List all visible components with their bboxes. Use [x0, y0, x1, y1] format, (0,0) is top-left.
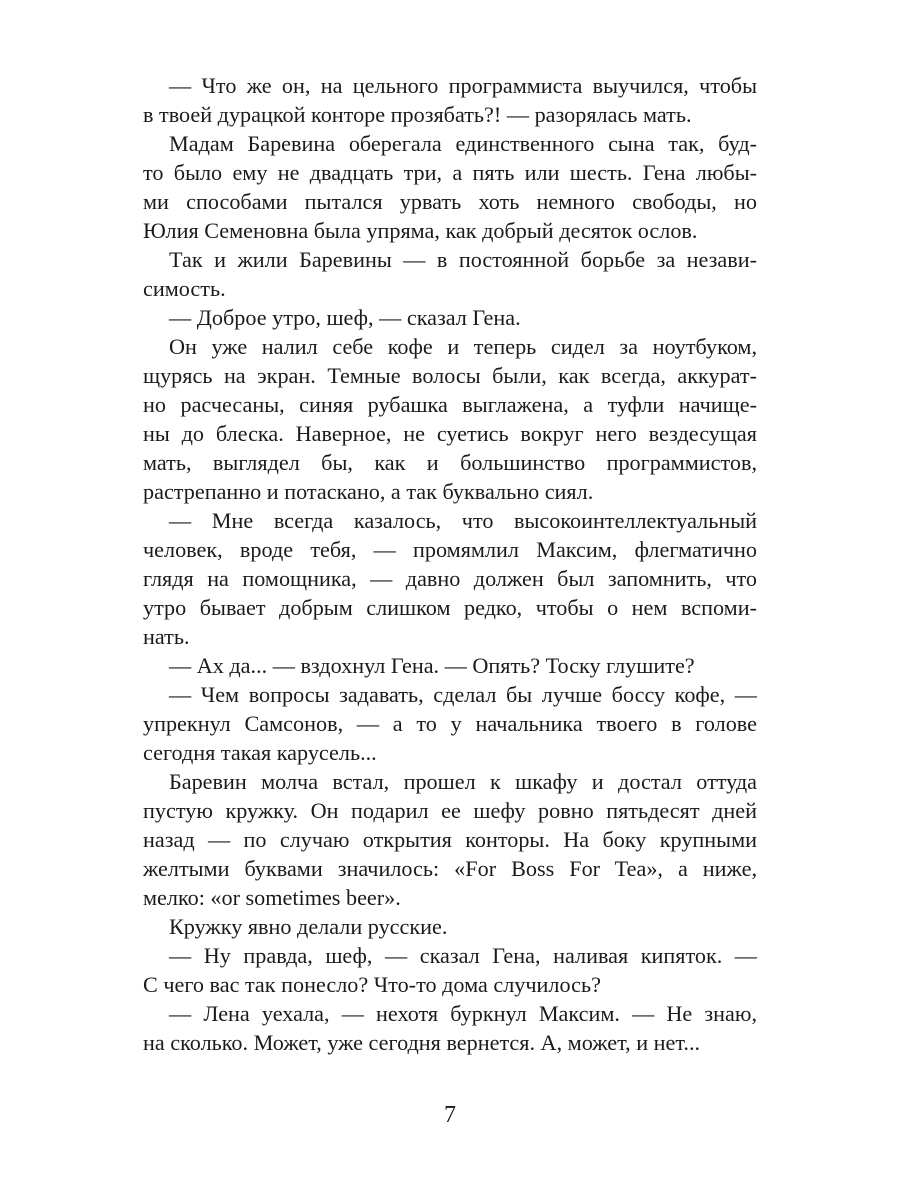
- text-line: — Доброе утро, шеф, — сказал Гена.: [169, 305, 521, 330]
- text-line: нать.: [143, 624, 190, 649]
- text-line: желтыми буквами значилось: «For Boss For Tea», а ниже,: [143, 856, 757, 881]
- text-line: мать, выглядел бы, как и большинство программистов,: [143, 450, 757, 475]
- text-line: щурясь на экран. Темные волосы были, как всегда, аккурат-: [143, 363, 757, 388]
- text-line: — Ну правда, шеф, — сказал Гена, наливая кипяток. —: [169, 943, 757, 968]
- text-line: — Что же он, на цельного программиста выучился, чтобы: [169, 73, 757, 98]
- text-line: но расчесаны, синяя рубашка выглажена, а туфли начище-: [143, 392, 757, 417]
- text-line: Мадам Баревина оберегала единственного сына так, буд-: [169, 131, 757, 156]
- text-line: — Чем вопросы задавать, сделал бы лучше боссу кофе, —: [169, 682, 757, 707]
- text-line: человек, вроде тебя, — промямлил Максим, флегматично: [143, 537, 757, 562]
- text-line: то было ему не двадцать три, а пять или шесть. Гена любы-: [143, 160, 757, 185]
- text-line: в твоей дурацкой конторе прозябать?! — разорялась мать.: [143, 102, 692, 127]
- text-line: сегодня такая карусель...: [143, 740, 377, 765]
- text-line: Он уже налил себе кофе и теперь сидел за ноутбуком,: [169, 334, 757, 359]
- text-line: — Лена уехала, — нехотя буркнул Максим. — Не знаю,: [169, 1001, 757, 1026]
- text-line: на сколько. Может, уже сегодня вернется. А, может, и нет...: [143, 1030, 701, 1055]
- text-line: назад — по случаю открытия конторы. На боку крупными: [143, 827, 757, 852]
- text-line: пустую кружку. Он подарил ее шефу ровно пятьдесят дней: [143, 798, 757, 823]
- text-line: мелко: «or sometimes beer».: [143, 885, 401, 910]
- text-line: — Мне всегда казалось, что высокоинтеллектуальный: [169, 508, 757, 533]
- text-line: С чего вас так понесло? Что-то дома случилось?: [143, 972, 601, 997]
- text-line: растрепанно и потаскано, а так буквально сиял.: [143, 479, 594, 504]
- text-line: ны до блеска. Наверное, не суетись вокруг него вездесущая: [143, 421, 757, 446]
- text-line: — Ах да... — вздохнул Гена. — Опять? Тоску глушите?: [169, 653, 695, 678]
- text-line: Так и жили Баревины — в постоянной борьбе за незави-: [169, 247, 757, 272]
- page-number: 7: [444, 1102, 456, 1128]
- text-line: упрекнул Самсонов, — а то у начальника твоего в голове: [143, 711, 757, 736]
- text-line: глядя на помощника, — давно должен был запомнить, что: [143, 566, 757, 591]
- text-line: симость.: [143, 276, 226, 301]
- text-line: Юлия Семеновна была упряма, как добрый десяток ослов.: [143, 218, 698, 243]
- text-line: утро бывает добрым слишком редко, чтобы о нем вспоми-: [143, 595, 757, 620]
- text-line: Кружку явно делали русские.: [169, 914, 448, 939]
- text-line: ми способами пытался урвать хоть немного свободы, но: [143, 189, 757, 214]
- page-body-text: [143, 71, 757, 1057]
- text-line: Баревин молча встал, прошел к шкафу и достал оттуда: [169, 769, 757, 794]
